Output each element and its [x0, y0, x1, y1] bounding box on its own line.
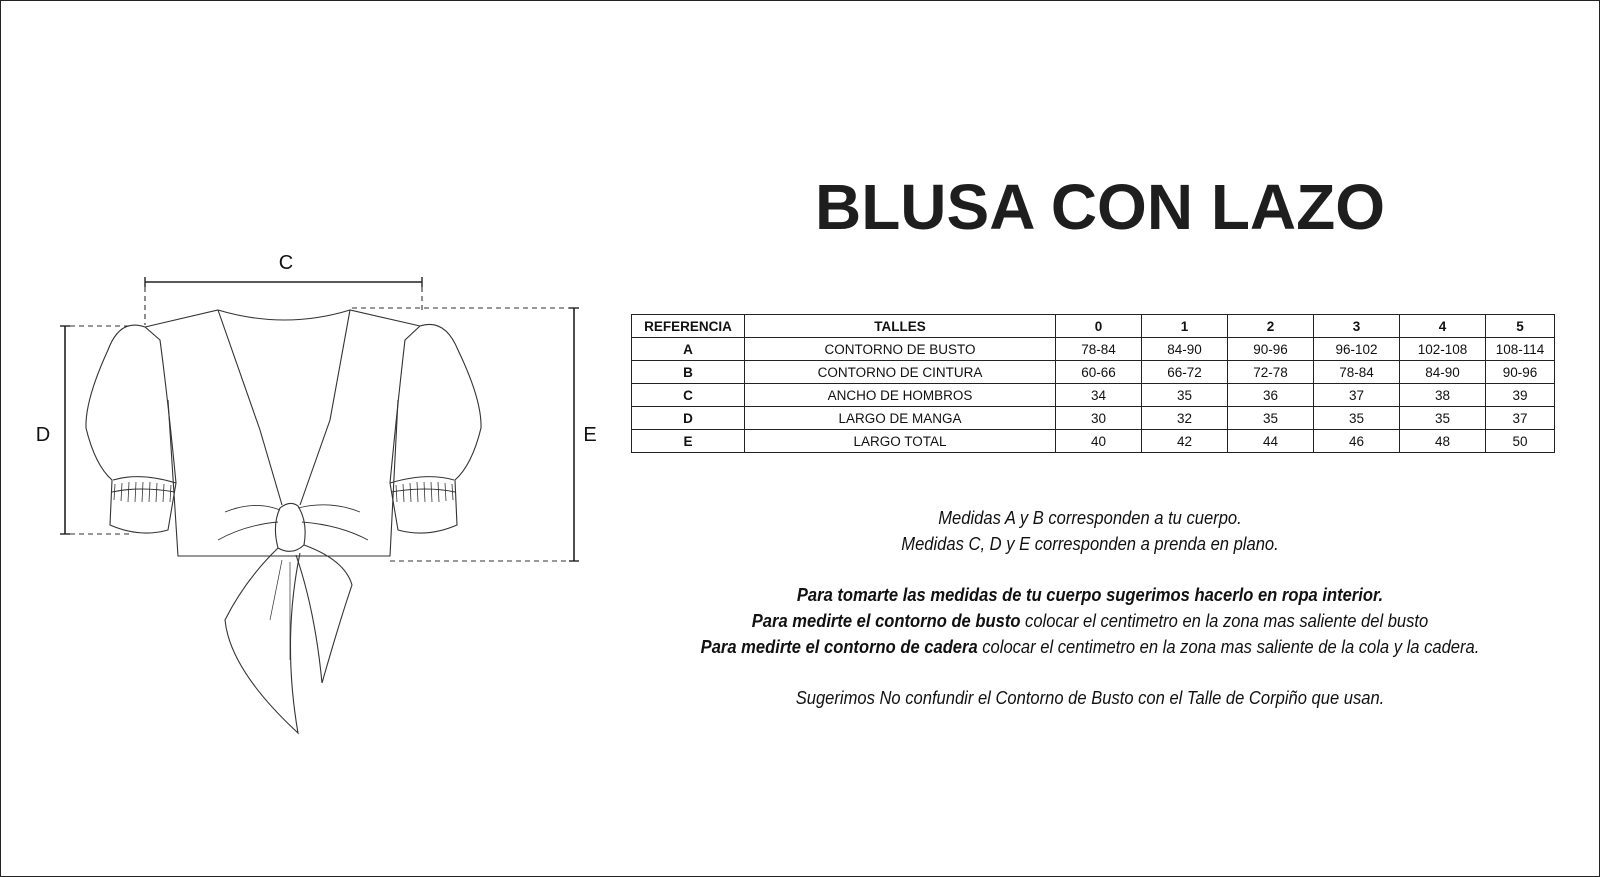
label-c: C [278, 252, 294, 274]
note-line: Medidas A y B corresponden a tu cuerpo. [938, 508, 1242, 528]
note-bold: Para tomarte las medidas de tu cuerpo sugerimos hacerlo en ropa interior. [796, 585, 1384, 605]
header-cell: 1 [1142, 315, 1228, 338]
value-cell: 34 [1056, 384, 1142, 407]
value-cell: 37 [1486, 407, 1555, 430]
value-cell: 50 [1486, 430, 1555, 453]
value-cell: 39 [1486, 384, 1555, 407]
value-cell: 96-102 [1314, 338, 1400, 361]
value-cell: 46 [1314, 430, 1400, 453]
ref-cell: C [632, 384, 745, 407]
label-e: E [583, 424, 597, 446]
note-line [676, 582, 1504, 608]
measurement-notes [676, 505, 1504, 711]
table-header-row [632, 315, 1555, 338]
note-bold: Para medirte el contorno de cadera [700, 637, 978, 657]
size-table [631, 314, 1555, 453]
value-cell: 60-66 [1056, 361, 1142, 384]
value-cell: 35 [1142, 384, 1228, 407]
ref-cell: E [632, 430, 745, 453]
value-cell: 90-96 [1228, 338, 1314, 361]
header-cell: 0 [1056, 315, 1142, 338]
note-text: colocar el centimetro en la zona mas saliente de la cola y la cadera. [977, 637, 1480, 657]
header-cell: 2 [1228, 315, 1314, 338]
note-text: colocar el centimetro en la zona mas saliente del busto [1020, 611, 1429, 631]
value-cell: 102-108 [1400, 338, 1486, 361]
ref-cell: B [632, 361, 745, 384]
note-line: Sugerimos No confundir el Contorno de Busto con el Talle de Corpiño que usan. [795, 688, 1385, 708]
garment-sketch [20, 235, 600, 745]
value-cell: 84-90 [1400, 361, 1486, 384]
note-line [676, 608, 1504, 634]
value-cell: 37 [1314, 384, 1400, 407]
label-d: D [35, 424, 51, 446]
table-row [632, 338, 1555, 361]
value-cell: 48 [1400, 430, 1486, 453]
header-cell: REFERENCIA [632, 315, 745, 338]
value-cell: 42 [1142, 430, 1228, 453]
value-cell: 35 [1314, 407, 1400, 430]
note-line [676, 634, 1504, 660]
value-cell: 36 [1228, 384, 1314, 407]
value-cell: 35 [1228, 407, 1314, 430]
page-title: BLUSA CON LAZO [814, 171, 1386, 243]
table-row [632, 430, 1555, 453]
value-cell: 84-90 [1142, 338, 1228, 361]
value-cell: 38 [1400, 384, 1486, 407]
table-row [632, 384, 1555, 407]
value-cell: 72-78 [1228, 361, 1314, 384]
value-cell: 78-84 [1314, 361, 1400, 384]
value-cell: 30 [1056, 407, 1142, 430]
measure-name-cell: CONTORNO DE BUSTO [745, 338, 1056, 361]
measure-name-cell: CONTORNO DE CINTURA [745, 361, 1056, 384]
note-line: Medidas C, D y E corresponden a prenda en plano. [901, 534, 1279, 554]
measure-name-cell: LARGO DE MANGA [745, 407, 1056, 430]
measure-name-cell: LARGO TOTAL [745, 430, 1056, 453]
value-cell: 90-96 [1486, 361, 1555, 384]
value-cell: 44 [1228, 430, 1314, 453]
header-cell: 3 [1314, 315, 1400, 338]
value-cell: 78-84 [1056, 338, 1142, 361]
value-cell: 35 [1400, 407, 1486, 430]
measure-name-cell: ANCHO DE HOMBROS [745, 384, 1056, 407]
table-row [632, 407, 1555, 430]
header-cell: TALLES [745, 315, 1056, 338]
ref-cell: A [632, 338, 745, 361]
header-cell: 5 [1486, 315, 1555, 338]
value-cell: 32 [1142, 407, 1228, 430]
note-bold: Para medirte el contorno de busto [751, 611, 1021, 631]
header-cell: 4 [1400, 315, 1486, 338]
value-cell: 66-72 [1142, 361, 1228, 384]
ref-cell: D [632, 407, 745, 430]
table-row [632, 361, 1555, 384]
value-cell: 108-114 [1486, 338, 1555, 361]
value-cell: 40 [1056, 430, 1142, 453]
